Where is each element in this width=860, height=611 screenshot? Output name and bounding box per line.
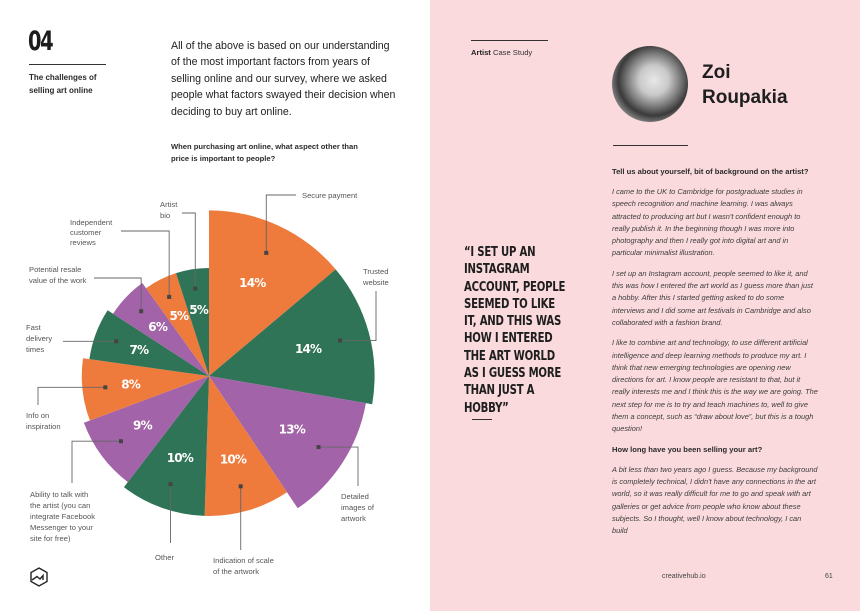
slice-value-label: 6% xyxy=(148,320,168,335)
answer-paragraph: I came to the UK to Cambridge for postgraduate studies in speech recognition and machine learning. I was always attracted to producing art but I wasn't confident enough to really publish it. In the beginning though I was more into photography and then I really got into digital art and in particular minimalist illustration. xyxy=(612,187,803,258)
label-marker xyxy=(114,339,118,343)
slice-value-label: 9% xyxy=(133,418,152,433)
category-label: Ability to talk with the artist (you can integrate Facebook Messenger to your site for free) xyxy=(30,490,96,543)
section-title: The challenges of selling art online xyxy=(29,73,97,95)
case-study-label xyxy=(471,48,532,57)
case-label-bold: Artist xyxy=(471,48,491,57)
slice-value-label: 5% xyxy=(189,302,209,317)
artist-photo xyxy=(612,46,688,122)
answer-paragraph: I set up an Instagram account, people seemed to like it, and this was how I entered the art world as I guess more than just a hobby. After this I started getting asked to do some interviews and I did some art festivals in Cambridge and also collaborated with a fashion brand. xyxy=(612,268,813,327)
slice-value-label: 14% xyxy=(294,342,322,357)
label-marker xyxy=(168,482,172,486)
slice-value-label: 8% xyxy=(121,377,140,392)
page-number: 61 xyxy=(825,573,833,580)
category-label: Info on inspiration xyxy=(26,411,61,431)
artist-name xyxy=(702,60,788,110)
slice-value-label: 5% xyxy=(169,309,189,324)
label-marker xyxy=(167,295,171,299)
label-marker xyxy=(338,339,342,343)
pull-quote: “I SET UP AN INSTAGRAM ACCOUNT, PEOPLE SEEMED TO LIKE IT, AND THIS WAS HOW I ENTERED THE ART WORLD AS I GUESS MORE THAN JUST A HOBBY” xyxy=(464,245,566,416)
category-label: Other xyxy=(155,553,174,562)
answer-paragraph: I like to combine art and technology, to use different artificial intelligence and deep learning methods to produce my art. I think that new emerging technologies are opening new directions for art. I know people are resistant to that, but it really interests me and I think this is the way we are going. The next step for me is to try and teach machines to, well to give them a concept, such as “draw about love”, but this is a tough question! xyxy=(612,338,818,434)
label-marker xyxy=(193,287,197,291)
label-marker xyxy=(119,439,123,443)
slice-value-label: 7% xyxy=(129,342,149,357)
creativehub-logo-icon xyxy=(28,566,50,588)
name-divider xyxy=(613,145,688,146)
artist-first-name: Zoi xyxy=(702,62,731,83)
category-label: Artist bio xyxy=(160,200,178,220)
category-label: Potential resale value of the work xyxy=(29,265,87,285)
slice-value-label: 10% xyxy=(219,452,247,467)
category-label: Indication of scale of the artwork xyxy=(213,556,274,576)
label-marker xyxy=(239,484,243,488)
category-label: Trusted website xyxy=(363,267,389,287)
label-marker xyxy=(264,251,268,255)
category-label: Fast delivery times xyxy=(26,323,53,354)
chart-question: When purchasing art online, what aspect other than price is important to people? xyxy=(171,142,358,164)
label-marker xyxy=(317,445,321,449)
interview-body xyxy=(612,166,818,545)
category-label: Independent customer reviews xyxy=(70,218,113,247)
slice-value-label: 14% xyxy=(239,275,266,290)
artist-last-name: Roupakia xyxy=(702,87,788,108)
case-label-rest: Case Study xyxy=(490,48,533,57)
slice-value-label: 10% xyxy=(166,450,194,465)
quote-divider xyxy=(472,419,492,420)
answer-paragraph: A bit less than two years ago I guess. Because my background is completely technical, I didn't have any connections in the art world, so it was really difficult for me to go and speak with art galleries or get advice from people who know about these subjects. So I thought, well I know about technology, I can build xyxy=(612,464,818,536)
slice-value-label: 13% xyxy=(278,422,305,437)
label-marker xyxy=(139,309,143,313)
section-number: 04 xyxy=(28,26,53,57)
footer-site: creativehub.io xyxy=(662,573,706,580)
category-label: Secure payment xyxy=(302,191,358,200)
right-page xyxy=(430,0,860,611)
case-divider xyxy=(471,40,548,41)
question-heading: Tell us about yourself, bit of background on the artist? xyxy=(612,167,809,176)
question-heading: How long have you been selling your art? xyxy=(612,444,763,454)
intro-paragraph: All of the above is based on our understanding of the most important factors from years of selling online and our survey, where we asked people what factors swayed their decision when deciding to buy art online. xyxy=(171,40,396,118)
category-label: Detailed images of artwork xyxy=(341,492,374,523)
label-marker xyxy=(103,385,107,389)
